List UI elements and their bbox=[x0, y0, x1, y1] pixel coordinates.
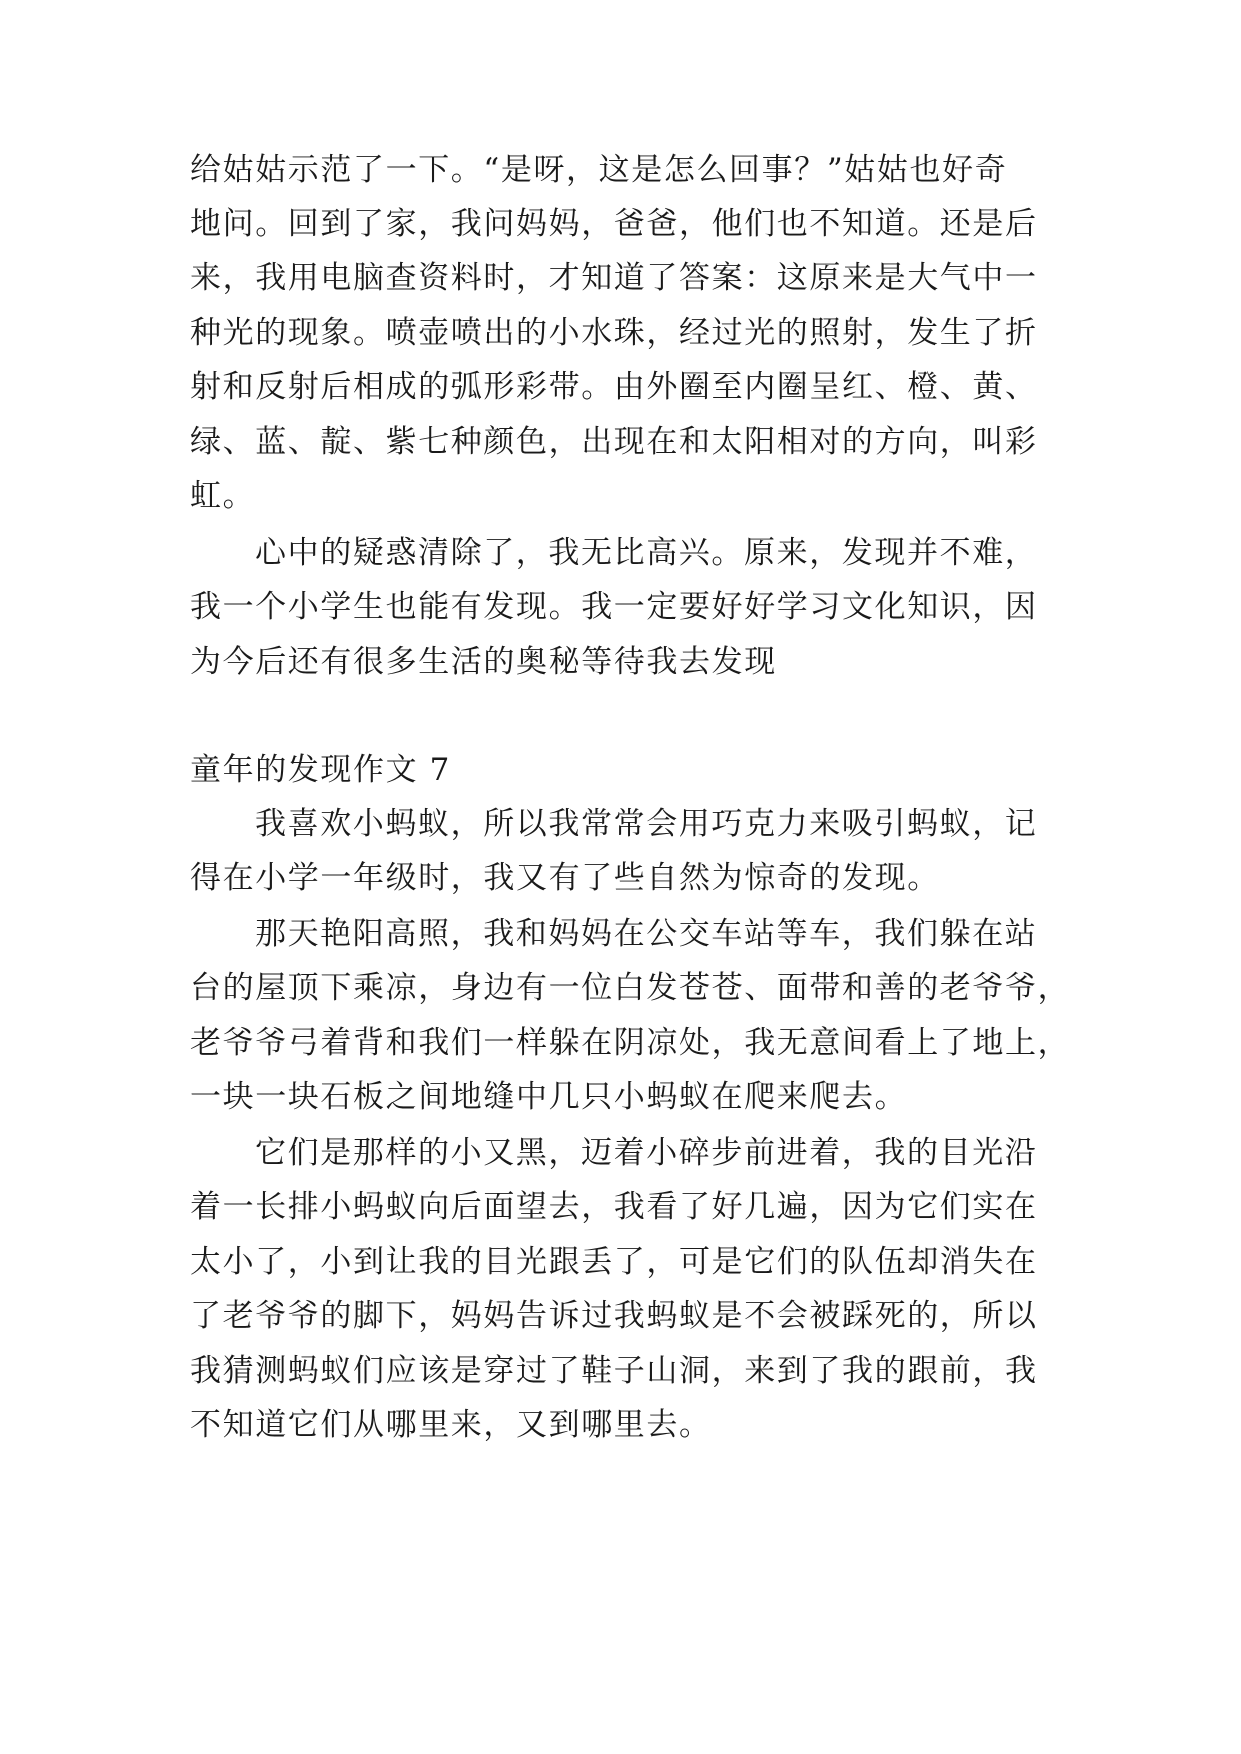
text-line: 得在小学一年级时，我又有了些自然为惊奇的发现。 bbox=[190, 860, 940, 896]
text-line: 我猜测蚂蚁们应该是穿过了鞋子山洞，来到了我的跟前，我 bbox=[190, 1353, 1038, 1389]
text-line: 虹。 bbox=[190, 478, 256, 514]
paragraph-first-line: 我喜欢小蚂蚁，所以我常常会用巧克力来吸引蚂蚁，记 bbox=[255, 806, 1038, 842]
text-line: 地问。回到了家，我问妈妈，爸爸，他们也不知道。还是后 bbox=[190, 206, 1038, 242]
text-line: 着一长排小蚂蚁向后面望去，我看了好几遍，因为它们实在 bbox=[190, 1189, 1038, 1225]
text-line: 不知道它们从哪里来，又到哪里去。 bbox=[190, 1407, 712, 1443]
text-line: 绿、蓝、靛、紫七种颜色，出现在和太阳相对的方向，叫彩 bbox=[190, 424, 1038, 460]
paragraph-first-line: 心中的疑惑清除了，我无比高兴。原来，发现并不难， bbox=[255, 535, 1038, 571]
text-line: 为今后还有很多生活的奥秘等待我去发现 bbox=[190, 644, 777, 680]
text-line: 了老爷爷的脚下，妈妈告诉过我蚂蚁是不会被踩死的，所以 bbox=[190, 1298, 1038, 1334]
text-line: 太小了，小到让我的目光跟丢了，可是它们的队伍却消失在 bbox=[190, 1244, 1038, 1280]
text-line: 来，我用电脑查资料时，才知道了答案：这原来是大气中一 bbox=[190, 260, 1038, 296]
text-line: 给姑姑示范了一下。“是呀，这是怎么回事？”姑姑也好奇 bbox=[190, 152, 1008, 188]
text-line: 台的屋顶下乘凉，身边有一位白发苍苍、面带和善的老爷爷， bbox=[190, 970, 1071, 1006]
text-line: 种光的现象。喷壶喷出的小水珠，经过光的照射，发生了折 bbox=[190, 315, 1038, 351]
text-line: 老爷爷弓着背和我们一样躲在阴凉处，我无意间看上了地上， bbox=[190, 1025, 1071, 1061]
text-line: 我一个小学生也能有发现。我一定要好好学习文化知识，因 bbox=[190, 589, 1038, 625]
paragraph-first-line: 它们是那样的小又黑，迈着小碎步前进着，我的目光沿 bbox=[255, 1135, 1038, 1171]
text-line: 射和反射后相成的弧形彩带。由外圈至内圈呈红、橙、黄、 bbox=[190, 369, 1038, 405]
text-line: 一块一块石板之间地缝中几只小蚂蚁在爬来爬去。 bbox=[190, 1079, 908, 1115]
paragraph-first-line: 那天艳阳高照，我和妈妈在公交车站等车，我们躲在站 bbox=[255, 916, 1038, 952]
section-heading: 童年的发现作文 7 bbox=[190, 752, 451, 788]
